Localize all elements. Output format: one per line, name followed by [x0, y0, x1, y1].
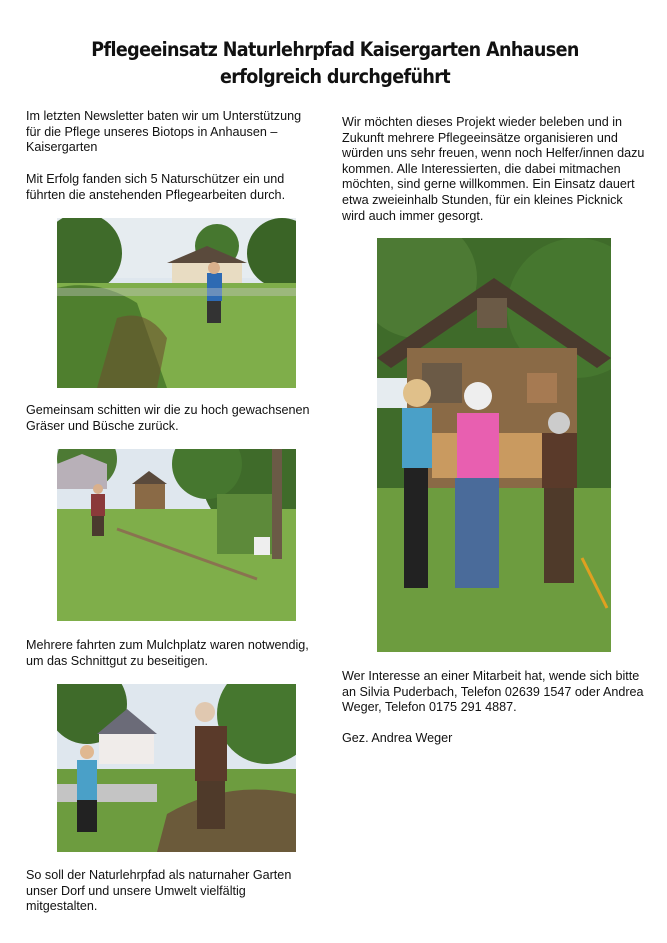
caption-mulch: Mehrere fahrten zum Mulchplatz waren notwendig, um das Schnittgut zu beseitigen.: [26, 638, 309, 668]
photo-insect-hotel: [377, 238, 611, 652]
success-paragraph: Mit Erfolg fanden sich 5 Naturschützer ein und führten die anstehenden Pflegearbeiten durch.: [26, 172, 286, 202]
photo-volunteers-smiling: [57, 684, 296, 852]
closing-paragraph: So soll der Naturlehrpfad als naturnaher Garten unser Dorf und unsere Umwelt vielfältig mitgestalten.: [26, 868, 292, 914]
photo-mowing-lawn: [57, 218, 296, 388]
page-title: Pflegeeinsatz Naturlehrpfad Kaisergarten Anhausen erfolgreich durchgeführt: [91, 38, 579, 88]
contact-paragraph: Wer Interesse an einer Mitarbeit hat, wende sich bitte an Silvia Puderbach, Telefon 02639 1547 oder Andrea Weger, Telefon 0175 291 4887.: [342, 669, 644, 715]
photo-trimming-grass: [57, 449, 296, 621]
project-paragraph: Wir möchten dieses Projekt wieder beleben und in Zukunft mehrere Pflegeeinsätze organisieren und würden uns sehr freuen, wenn noch Helfer/innen dazu kommen. Alle Interessierten, die dabei mitmachen möchten, sind gerne willkommen. Ein Einsatz dauert etwa zweieinhalb Stunden, für ein kleines Picknick wird auch immer gesorgt.: [342, 115, 645, 223]
intro-paragraph: Im letzten Newsletter baten wir um Unterstützung für die Pflege unseres Biotops in Anhausen – Kaisergarten: [26, 109, 302, 155]
signature: Gez. Andrea Weger: [342, 731, 453, 745]
caption-cutting: Gemeinsam schitten wir die zu hoch gewachsenen Gräser und Büsche zurück.: [26, 403, 310, 433]
